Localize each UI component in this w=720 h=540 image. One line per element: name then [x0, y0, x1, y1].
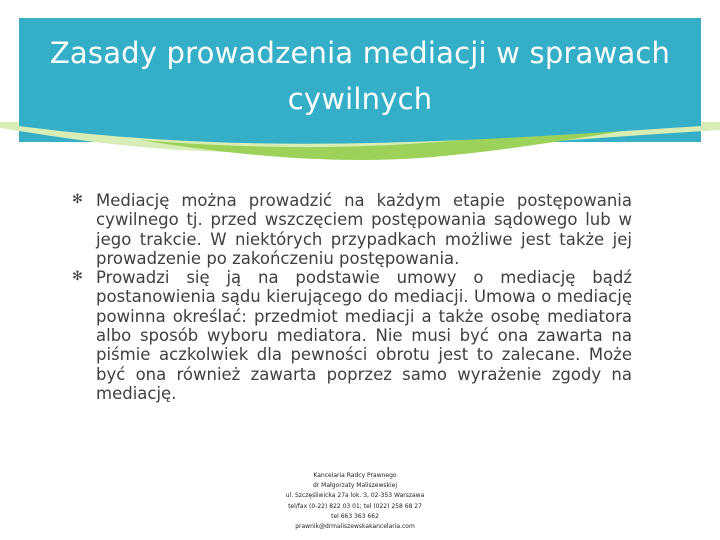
footer-line: tel 663 363 662	[331, 512, 379, 520]
bullet-text: Mediację można prowadzić na każdym etapie postępowania cywilnego tj. przed wszczęciem postępowania sądowego lub w jego trakcie. W niektórych przypadkach możliwe jest także jej prowadzenie po zakończeniu postępowania.	[96, 191, 632, 268]
slide-title: Zasady prowadzenia mediacji w sprawach cywilnych	[49, 36, 671, 116]
footer-line: Kancelaria Radcy Prawnego	[313, 472, 397, 479]
bullet-item	[72, 268, 632, 403]
footer-line: ul. Szczęśliwicka 27a lok. 3, 02-353 Warszawa	[285, 492, 425, 500]
bullet-text: Prowadzi się ją na podstawie umowy o mediację bądź postanowienia sądu kierującego do mediacji. Umowa o mediację powinna określać: przedmiot mediacji a także osobę mediatora albo sposób wyboru mediatora. Nie musi być ona zawarta na piśmie aczkolwiek dla pewności obrotu jest to zalecane. Może być ona również zawarta poprzez samo wyrażenie zgody na mediację.	[96, 268, 632, 403]
footer-contact	[270, 471, 440, 532]
asterisk-bullet-icon: ✻	[72, 269, 83, 285]
bullet-item	[72, 191, 632, 268]
asterisk-bullet-icon: ✻	[72, 192, 83, 207]
footer-line: dr Małgorzaty Maliszewskiej	[312, 482, 397, 490]
decorative-swoosh	[0, 120, 720, 180]
footer-email: prawnik@drmaliszewskakancelaria.com	[295, 523, 415, 531]
footer-line: tel/fax (0-22) 822 03 01; tel (022) 258 68 27	[288, 502, 422, 510]
bullet-list	[72, 191, 632, 403]
